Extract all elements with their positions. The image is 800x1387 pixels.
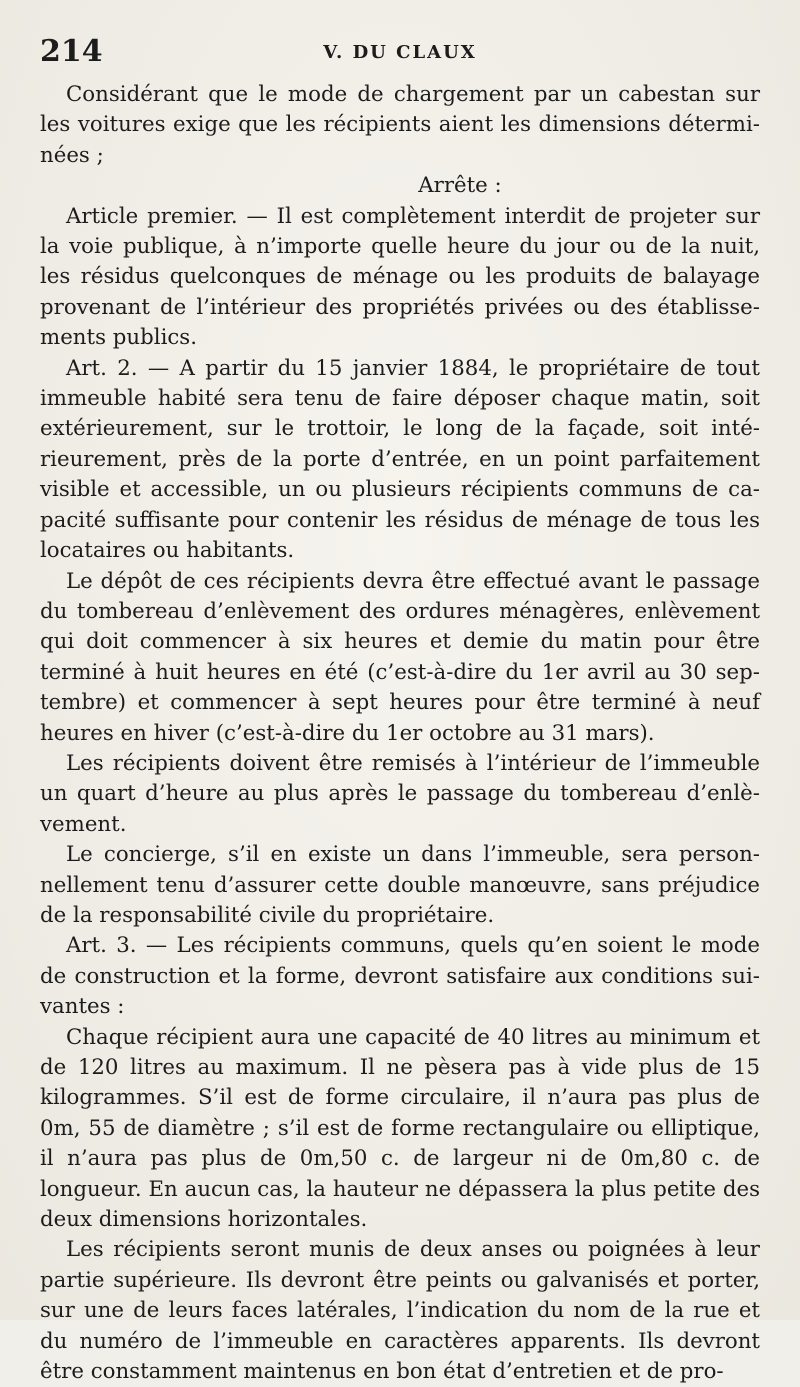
paragraph-article-3: Art. 3. — Les récipients communs, quels qu’en soient le mode de construction et la forme, devront satisfaire aux conditions suivantes : [40, 933, 760, 1020]
paragraph-arrete: Arrête : [418, 173, 502, 199]
paragraph-concierge: Le concierge, s’il en existe un dans l’immeuble, sera personnellement tenu d’assurer cette double manœuvre, sans préjudice de la responsabilité civile du propriétaire. [40, 842, 760, 928]
body-text [40, 80, 760, 1387]
paragraph-considerant: Considérant que le mode de chargement par un cabestan sur les voitures exige que les récipients aient les dimensions déterminées ; [40, 82, 760, 168]
paragraph-capacite: Chaque récipient aura une capacité de 40 litres au minimum et de 120 litres au maximum. Il ne pèsera pas à vide plus de 15 kilogrammes. S’il est de forme circulaire, il n’aura pas plus de 0m, 55 de diamètre ; s’il est de forme rectangulaire ou elliptique, il n’aura pas plus de 0m,50 c. de largeur ni de 0m,80 c. de longueur. En aucun cas, la hauteur ne dépassera la plus petite des deux dimensions horizontales. [40, 1024, 760, 1233]
page-header [40, 28, 760, 80]
running-head: V. DU CLAUX [323, 42, 477, 63]
page-number: 214 [40, 34, 103, 69]
paragraph-anses: Les récipients seront munis de deux anses ou poignées à leur partie supérieure. Ils devront être peints ou galvanisés et porter, sur une de leurs faces latérales, l’indication du nom de la rue et du numéro de l’immeuble en caractères apparents. Ils devront être constamment maintenus en bon état d’entretien et de pro- [40, 1237, 760, 1385]
paragraph-article-2: Art. 2. — A partir du 15 janvier 1884, le propriétaire de tout immeuble habité sera tenu de faire déposer chaque matin, soit extérieurement, sur le trottoir, le long de la façade, soit intérieurement, près de la porte d’entrée, en un point parfaitement visible et accessible, un ou plusieurs récipients communs de capacité suffisante pour contenir les résidus de ménage de tous les locataires ou habitants. [40, 355, 760, 564]
paragraph-article-premier: Article premier. — Il est complètement interdit de projeter sur la voie publique, à n’importe quelle heure du jour ou de la nuit, les résidus quelconques de ménage ou les produits de balayage provenant de l’intérieur des propriétés privées ou des établissements publics. [40, 203, 760, 351]
paragraph-remise: Les récipients doivent être remisés à l’intérieur de l’immeuble un quart d’heure au plus après le passage du tombereau d’enlèvement. [40, 750, 760, 837]
paragraph-depot: Le dépôt de ces récipients devra être effectué avant le passage du tombereau d’enlèvement des ordures ménagères, enlèvement qui doit commencer à six heures et demie du matin pour être terminé à huit heures en été (c’est-à-dire du 1er avril au 30 septembre) et commencer à sept heures pour être terminé à neuf heures en hiver (c’est-à-dire du 1er octobre au 31 mars). [40, 568, 760, 746]
